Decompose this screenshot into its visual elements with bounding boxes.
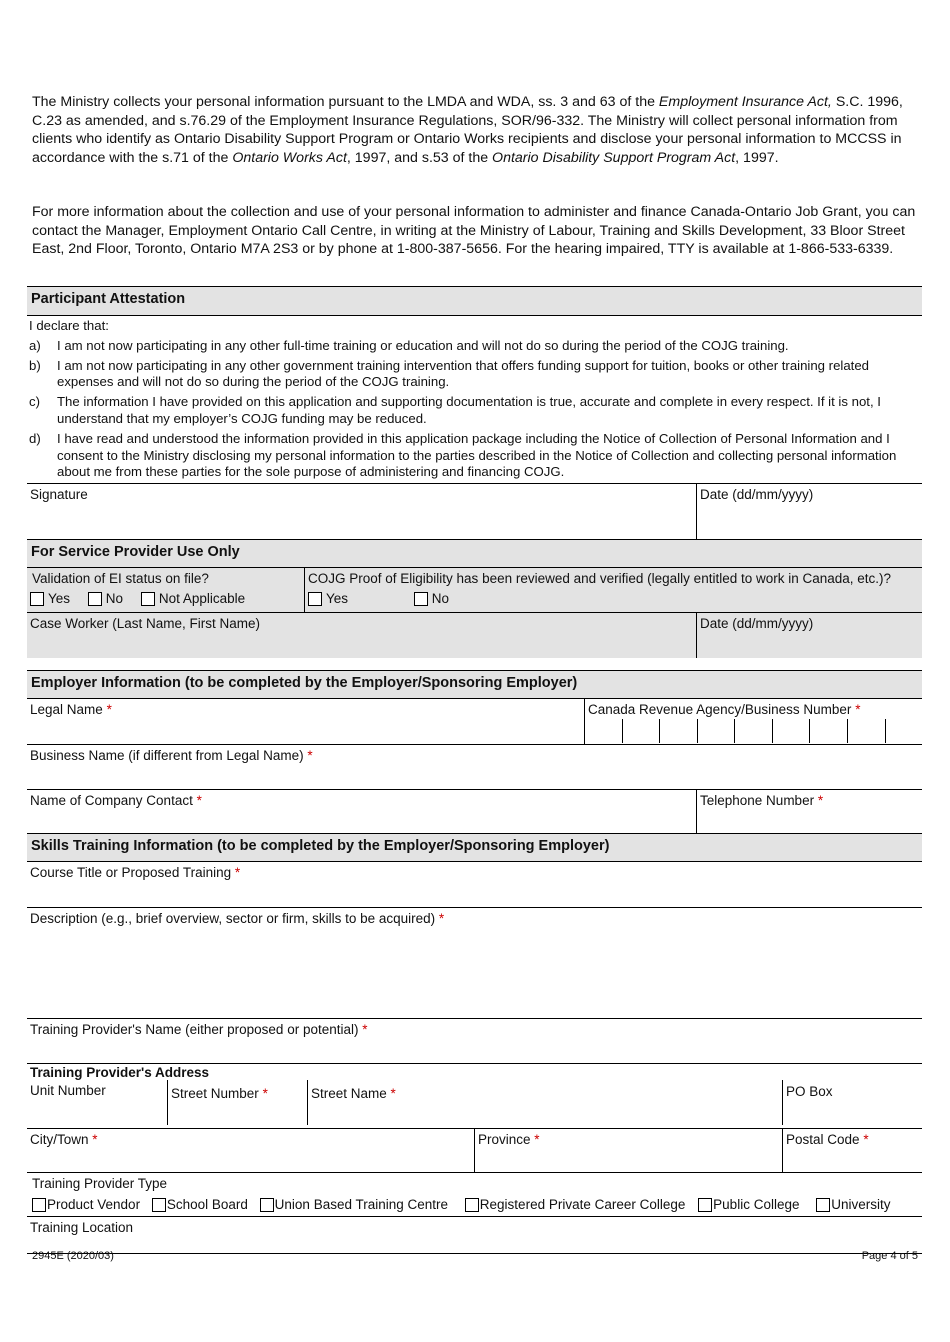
item-text: I have read and understood the information provided in this application package including the Notice of Collection of Personal Information and I consent to the Ministry disclosing my personal information to the parties described in the Notice of Collection and collecting personal information about me from these parties for the sole purpose of administering and financing COJG. xyxy=(57,430,897,480)
signature-row xyxy=(27,483,922,539)
description-field[interactable] xyxy=(27,908,922,1018)
declaration-item xyxy=(27,431,922,481)
address-row xyxy=(27,1063,922,1128)
checkbox[interactable] xyxy=(88,592,102,606)
caseworker-row xyxy=(27,612,922,658)
cra-number-boxes[interactable] xyxy=(585,719,922,743)
po-box-field[interactable] xyxy=(782,1080,922,1125)
telephone-label: Telephone Number xyxy=(700,793,815,809)
checkbox[interactable] xyxy=(32,1198,46,1212)
checkbox[interactable] xyxy=(816,1198,830,1212)
cra-number-label: Canada Revenue Agency/Business Number xyxy=(588,702,852,718)
ei-na-option[interactable] xyxy=(141,591,245,606)
option-label: Not Applicable xyxy=(158,591,246,607)
proof-eligibility-cell xyxy=(304,568,922,612)
required-asterisk: * xyxy=(390,1086,396,1102)
privacy-notice-paragraph-1 xyxy=(32,93,917,167)
ei-no-option[interactable] xyxy=(88,591,123,606)
postal-code-label: Postal Code xyxy=(786,1132,860,1148)
signature-date-field[interactable] xyxy=(696,484,922,539)
act-name: Ontario Works Act xyxy=(232,149,347,166)
page-number: Page 4 of 5 xyxy=(861,1250,918,1262)
street-name-field[interactable] xyxy=(307,1080,782,1125)
declaration-item xyxy=(27,358,922,392)
ei-question: Validation of EI status on file? xyxy=(32,571,209,587)
required-asterisk: * xyxy=(92,1132,98,1148)
checkbox[interactable] xyxy=(414,592,428,606)
item-label: d) xyxy=(29,430,41,446)
option-label: Yes xyxy=(326,591,349,607)
description-label: Description (e.g., brief overview, sector or firm, skills to be acquired) xyxy=(30,911,436,927)
city-field[interactable] xyxy=(27,1129,474,1172)
option-label: Public College xyxy=(713,1197,800,1213)
street-name-label: Street Name xyxy=(311,1086,387,1102)
privacy-notice-paragraph-2 xyxy=(32,203,917,259)
date-label: Date (dd/mm/yyyy) xyxy=(700,487,814,503)
provider-name-row xyxy=(27,1018,922,1063)
notice-text: The Ministry collects your personal information pursuant to the LMDA and WDA, ss. 3 and 63 of the xyxy=(32,94,659,110)
cra-number-field[interactable] xyxy=(584,699,922,744)
skills-training-header: Skills Training Information (to be completed by the Employer/Sponsoring Employer) xyxy=(27,833,922,862)
date-label: Date (dd/mm/yyyy) xyxy=(700,616,814,632)
checkbox[interactable] xyxy=(260,1198,274,1212)
signature-field[interactable] xyxy=(27,484,696,539)
item-label: a) xyxy=(29,337,41,353)
training-location-row xyxy=(27,1216,922,1254)
checkbox[interactable] xyxy=(308,592,322,606)
required-asterisk: * xyxy=(855,702,861,718)
provider-type-row xyxy=(27,1172,922,1216)
option-label: Registered Private Career College xyxy=(479,1197,686,1213)
checkbox[interactable] xyxy=(465,1198,479,1212)
training-location-label: Training Location xyxy=(30,1220,134,1236)
training-location-field[interactable] xyxy=(27,1217,922,1253)
checkbox[interactable] xyxy=(698,1198,712,1212)
option-label: School Board xyxy=(166,1197,248,1213)
product-vendor-option[interactable] xyxy=(32,1197,140,1212)
application-form xyxy=(27,286,922,1254)
option-label: No xyxy=(431,591,450,607)
employer-header: Employer Information (to be completed by the Employer/Sponsoring Employer) xyxy=(27,670,922,699)
option-label: Product Vendor xyxy=(47,1197,141,1213)
company-contact-field[interactable] xyxy=(27,790,696,833)
telephone-field[interactable] xyxy=(696,790,922,833)
notice-text: For more information about the collection and use of your personal information to administer and finance Canada-Ontario Job Grant, you can contact the Manager, Employment Ontario Call Centre, in writing at the Ministry of Labour, Training and Skills Development, 33 Bloor Street East, 2nd Floor, Toronto, Ontario M7A 2S3 or by phone at 1-800-387-5656. For the hearing impaired, TTY is available at 1-866-533-6339. xyxy=(32,204,916,258)
contact-row xyxy=(27,789,922,833)
course-title-field[interactable] xyxy=(27,862,922,907)
description-row xyxy=(27,907,922,1018)
required-asterisk: * xyxy=(307,748,313,764)
proof-no-option[interactable] xyxy=(414,591,449,606)
proof-yes-option[interactable] xyxy=(308,591,348,606)
required-asterisk: * xyxy=(262,1086,268,1102)
checkbox[interactable] xyxy=(141,592,155,606)
business-name-field[interactable] xyxy=(27,745,922,789)
proof-question: COJG Proof of Eligibility has been reviewed and verified (legally entitled to work in Canada, etc.)? xyxy=(308,571,892,587)
declaration-item xyxy=(27,394,922,428)
university-option[interactable] xyxy=(816,1197,890,1212)
form-number: 2945E (2020/03) xyxy=(32,1250,114,1262)
caseworker-field[interactable] xyxy=(27,613,696,658)
ei-validation-cell xyxy=(27,568,304,612)
city-label: City/Town xyxy=(30,1132,89,1148)
caseworker-label: Case Worker (Last Name, First Name) xyxy=(30,616,261,632)
option-label: Union Based Training Centre xyxy=(274,1197,449,1213)
form-page xyxy=(27,0,922,1342)
act-name: Ontario Disability Support Program Act xyxy=(492,149,736,166)
business-name-label: Business Name (if different from Legal Name) xyxy=(30,748,304,764)
checkbox[interactable] xyxy=(30,592,44,606)
required-asterisk: * xyxy=(863,1132,869,1148)
required-asterisk: * xyxy=(817,793,824,809)
province-field[interactable] xyxy=(474,1129,782,1172)
required-asterisk: * xyxy=(438,911,445,927)
option-label: Yes xyxy=(48,591,71,607)
course-title-label: Course Title or Proposed Training xyxy=(30,865,232,881)
course-title-row xyxy=(27,862,922,907)
street-number-label: Street Number xyxy=(171,1086,259,1102)
required-asterisk: * xyxy=(362,1022,368,1038)
caseworker-date-field[interactable] xyxy=(696,613,922,658)
required-asterisk: * xyxy=(234,865,241,881)
ei-yes-option[interactable] xyxy=(30,591,70,606)
item-label: c) xyxy=(29,394,40,410)
address-title: Training Provider's Address xyxy=(30,1065,210,1081)
item-text: I am not now participating in any other government training intervention that offers funding support for tuition, books or other training related expenses and will not do so during the period of the COJG training. xyxy=(57,357,869,390)
province-label: Province xyxy=(478,1132,531,1148)
required-asterisk: * xyxy=(534,1132,540,1148)
public-college-option[interactable] xyxy=(698,1197,799,1212)
item-text: I am not now participating in any other full-time training or education and will not do so during the period of the COJG training. xyxy=(57,337,789,353)
provider-name-label: Training Provider's Name (either proposed or potential) xyxy=(30,1022,359,1038)
legal-name-label: Legal Name xyxy=(30,702,103,718)
eligibility-row xyxy=(27,568,922,612)
checkbox[interactable] xyxy=(152,1198,166,1212)
company-contact-label: Name of Company Contact xyxy=(30,793,193,809)
declaration-list xyxy=(27,316,922,483)
declare-intro: I declare that: xyxy=(29,318,109,333)
required-asterisk: * xyxy=(106,702,112,718)
item-text: The information I have provided on this application and supporting documentation is true, accurate and complete in every respect. If it is not, I understand that my employer’s COJG funding may be reduced. xyxy=(57,394,881,426)
required-asterisk: * xyxy=(196,793,202,809)
po-box-label: PO Box xyxy=(786,1084,833,1100)
union-training-centre-option[interactable] xyxy=(260,1197,448,1212)
notice-text: , 1997. xyxy=(735,149,779,166)
provider-name-field[interactable] xyxy=(27,1019,922,1063)
declaration-item xyxy=(27,338,922,355)
notice-text: , 1997, and s.53 of the xyxy=(346,149,493,166)
notice-text: S.C. 1996, C.23 as amended, and s.76.29 of the Employment Insurance Regulations, SOR/96-332. The Ministry will collect personal information from clients who identify as Ontario Disability Support Program or Ontario Works recipients and disclose your personal information to MCCSS in accordance with the s.71 of the xyxy=(32,94,903,166)
legal-name-row xyxy=(27,699,922,744)
option-label: University xyxy=(831,1197,891,1213)
city-row xyxy=(27,1128,922,1172)
act-name: Employment Insurance Act, xyxy=(658,94,832,110)
attestation-header: Participant Attestation xyxy=(27,286,922,316)
option-label: No xyxy=(105,591,124,607)
provider-type-label: Training Provider Type xyxy=(32,1176,168,1192)
service-provider-header: For Service Provider Use Only xyxy=(27,539,922,568)
street-number-field[interactable] xyxy=(167,1080,307,1125)
private-career-college-option[interactable] xyxy=(465,1197,686,1212)
postal-code-field[interactable] xyxy=(782,1129,922,1172)
unit-number-label: Unit Number xyxy=(30,1083,106,1099)
business-name-row xyxy=(27,744,922,789)
item-label: b) xyxy=(29,357,41,373)
unit-number-field[interactable] xyxy=(27,1080,167,1125)
school-board-option[interactable] xyxy=(152,1197,248,1212)
legal-name-field[interactable] xyxy=(27,699,584,744)
provider-type-options xyxy=(32,1197,919,1212)
signature-label: Signature xyxy=(30,487,88,503)
